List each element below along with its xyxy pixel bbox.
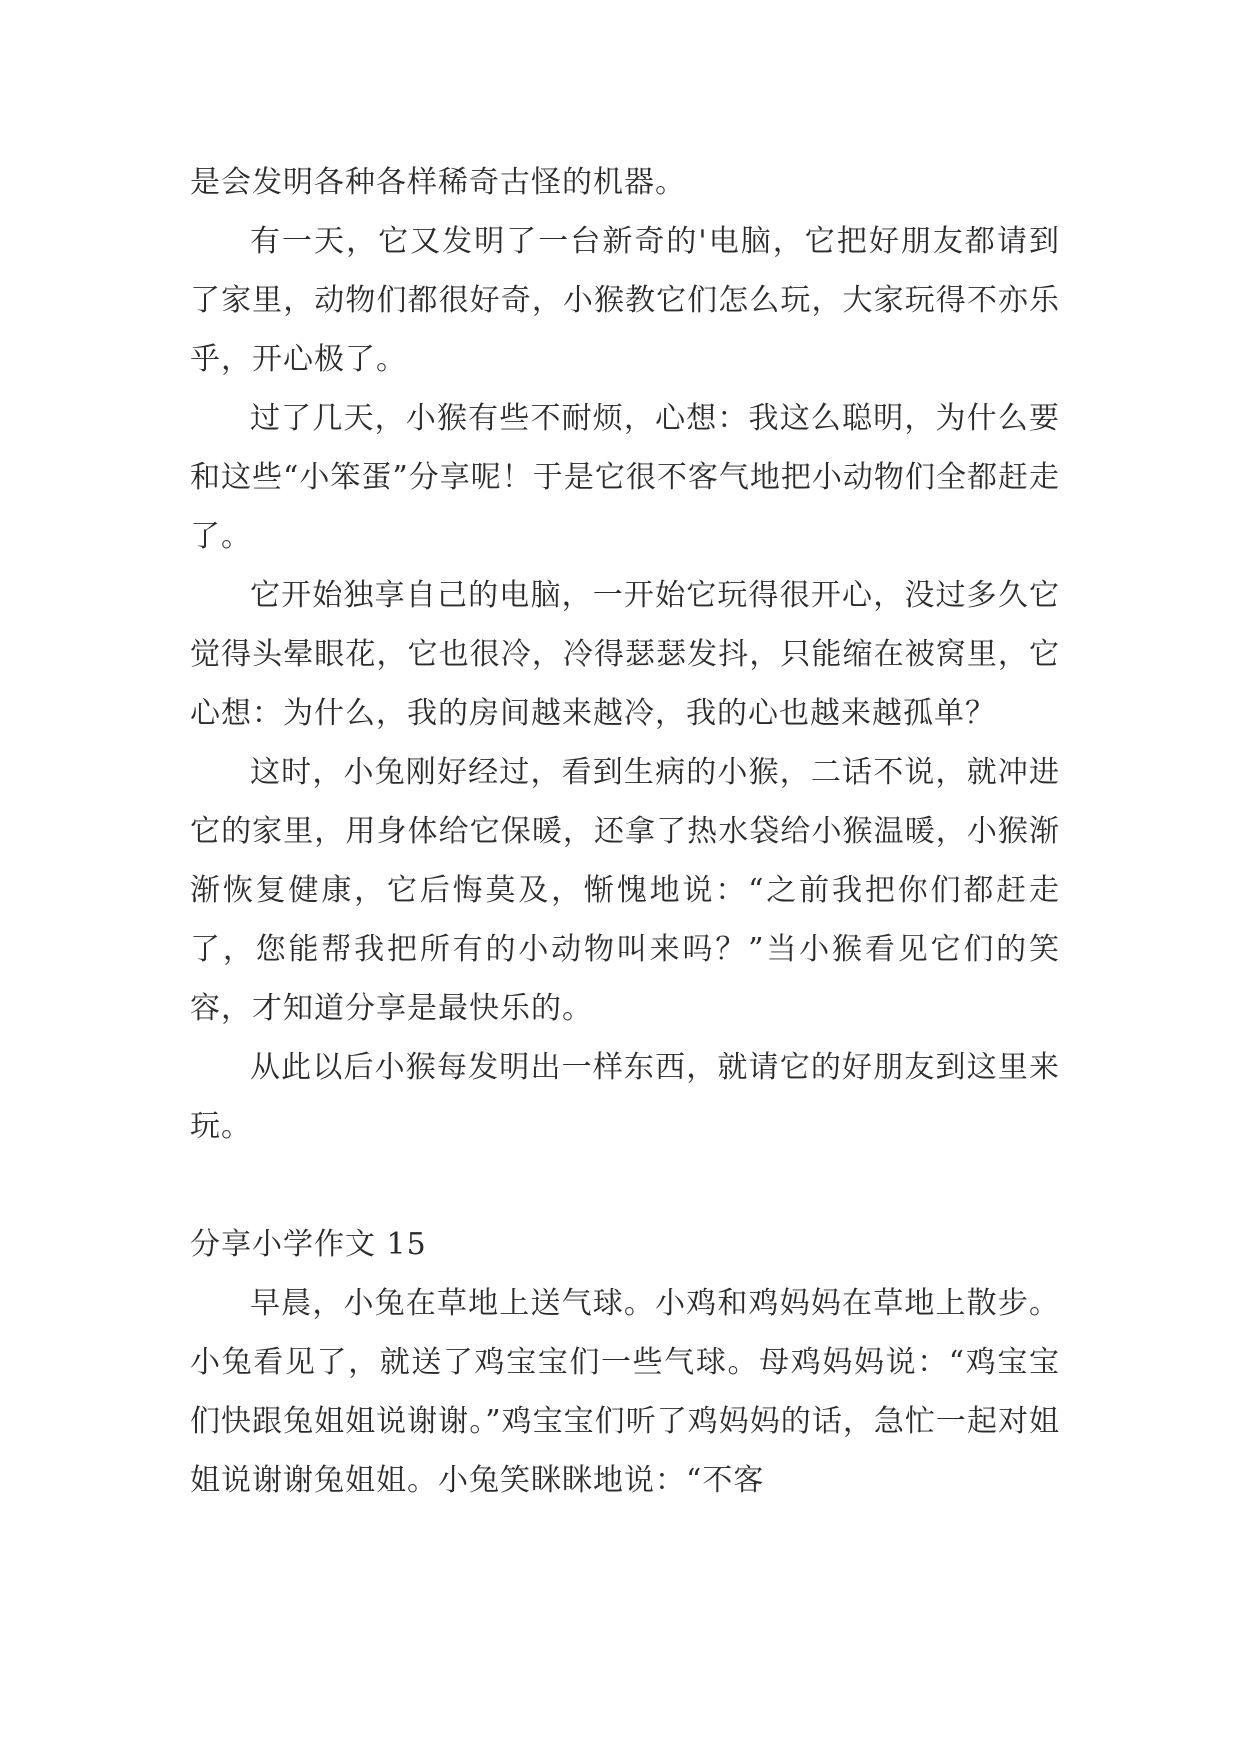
paragraph: 有一天，它又发明了一台新奇的'电脑，它把好朋友都请到了家里，动物们都很好奇，小猴教它们怎么玩，大家玩得不亦乐乎，开心极了。 <box>190 224 1060 377</box>
document-body <box>190 153 1060 1510</box>
section-title: 分享小学作文 15 <box>190 1227 427 1262</box>
paragraph: 从此以后小猴每发明出一样东西，就请它的好朋友到这里来玩。 <box>190 1050 1060 1144</box>
paragraph-continuation: 是会发明各种各样稀奇古怪的机器。 <box>190 165 686 200</box>
paragraph: 它开始独享自己的电脑，一开始它玩得很开心，没过多久它觉得头晕眼花，它也很冷，冷得瑟瑟发抖，只能缩在被窝里，它心想：为什么，我的房间越来越冷，我的心也越来越孤单？ <box>190 578 1060 731</box>
paragraph: 过了几天，小猴有些不耐烦，心想：我这么聪明，为什么要和这些“小笨蛋”分享呢！于是它很不客气地把小动物们全都赶走了。 <box>190 401 1060 554</box>
paragraph: 早晨，小兔在草地上送气球。小鸡和鸡妈妈在草地上散步。小兔看见了，就送了鸡宝宝们一些气球。母鸡妈妈说：“鸡宝宝们快跟兔姐姐说谢谢。”鸡宝宝们听了鸡妈妈的话，急忙一起对姐姐说谢谢兔姐姐。小兔笑眯眯地说：“不客 <box>190 1286 1060 1498</box>
paragraph: 这时，小兔刚好经过，看到生病的小猴，二话不说，就冲进它的家里，用身体给它保暖，还拿了热水袋给小猴温暖，小猴渐渐恢复健康，它后悔莫及，惭愧地说：“之前我把你们都赶走了，您能帮我把所有的小动物叫来吗？”当小猴看见它们的笑容，才知道分享是最快乐的。 <box>190 755 1060 1026</box>
